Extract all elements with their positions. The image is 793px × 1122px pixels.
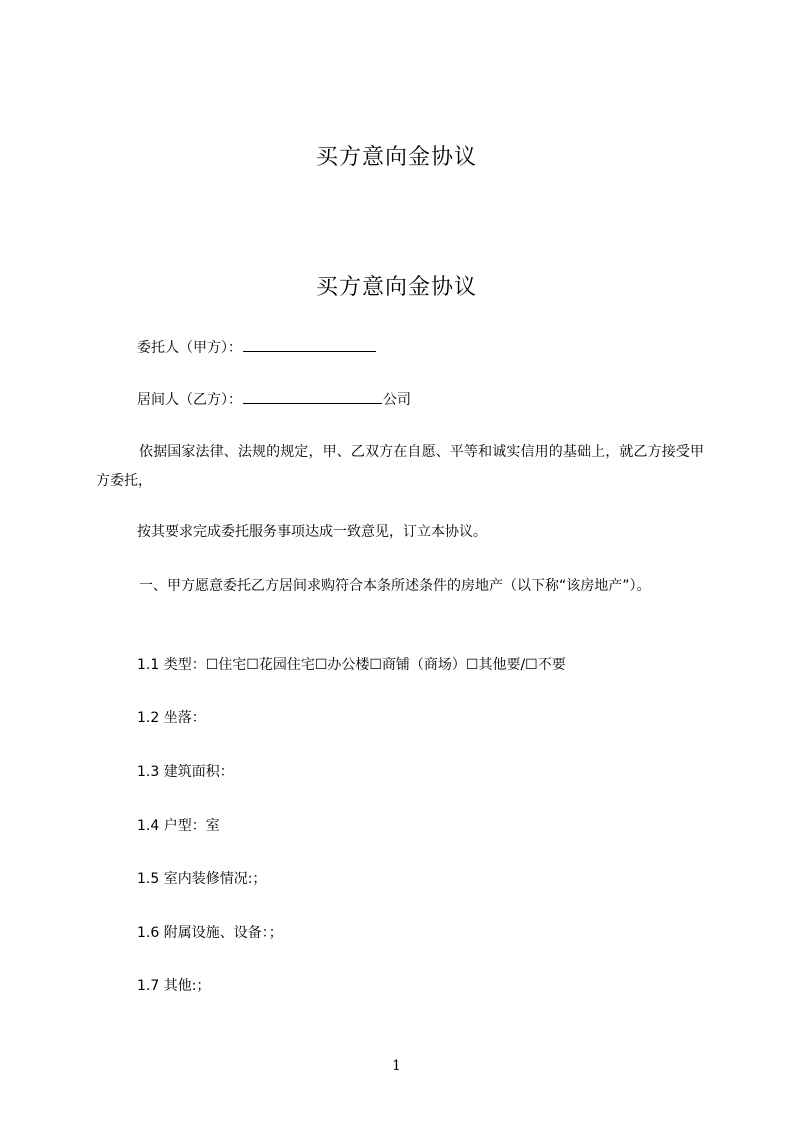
item-location: 1.2 坐落： [137, 710, 206, 726]
broker-line [137, 389, 411, 410]
header-title: 买方意向金协议 [315, 145, 477, 170]
broker-blank[interactable] [243, 389, 382, 404]
principal-label: 委托人（甲方）： [137, 340, 242, 356]
agreement-paragraph: 按其要求完成委托服务事项达成一致意见，订立本协议。 [137, 524, 487, 540]
principal-blank[interactable] [243, 337, 376, 352]
basis-paragraph: 依据国家法律、法规的规定，甲、乙双方在自愿、平等和诚实信用的基础上，就乙方接受甲方委托， [96, 444, 704, 489]
page-number: 1 [392, 1058, 401, 1074]
broker-label: 居间人（乙方）： [137, 392, 242, 408]
broker-suffix: 公司 [383, 392, 411, 408]
item-decoration: 1.5 室内装修情况:； [137, 871, 267, 887]
item-area: 1.3 建筑面积： [137, 764, 234, 780]
clause1-paragraph: 一、甲方愿意委托乙方居间求购符合本条所述条件的房地产（以下称“该房地产”）。 [139, 578, 651, 594]
item-type: 1.1 类型：☐住宅☐花园住宅☐办公楼☐商铺（商场）☐其他要/☐不要 [137, 657, 566, 673]
document-title: 买方意向金协议 [315, 275, 477, 300]
item-other: 1.7 其他:； [137, 978, 211, 994]
item-layout: 1.4 户型：室 [137, 818, 220, 834]
item-facilities: 1.6 附属设施、设备：； [137, 925, 283, 941]
principal-line [137, 337, 377, 358]
